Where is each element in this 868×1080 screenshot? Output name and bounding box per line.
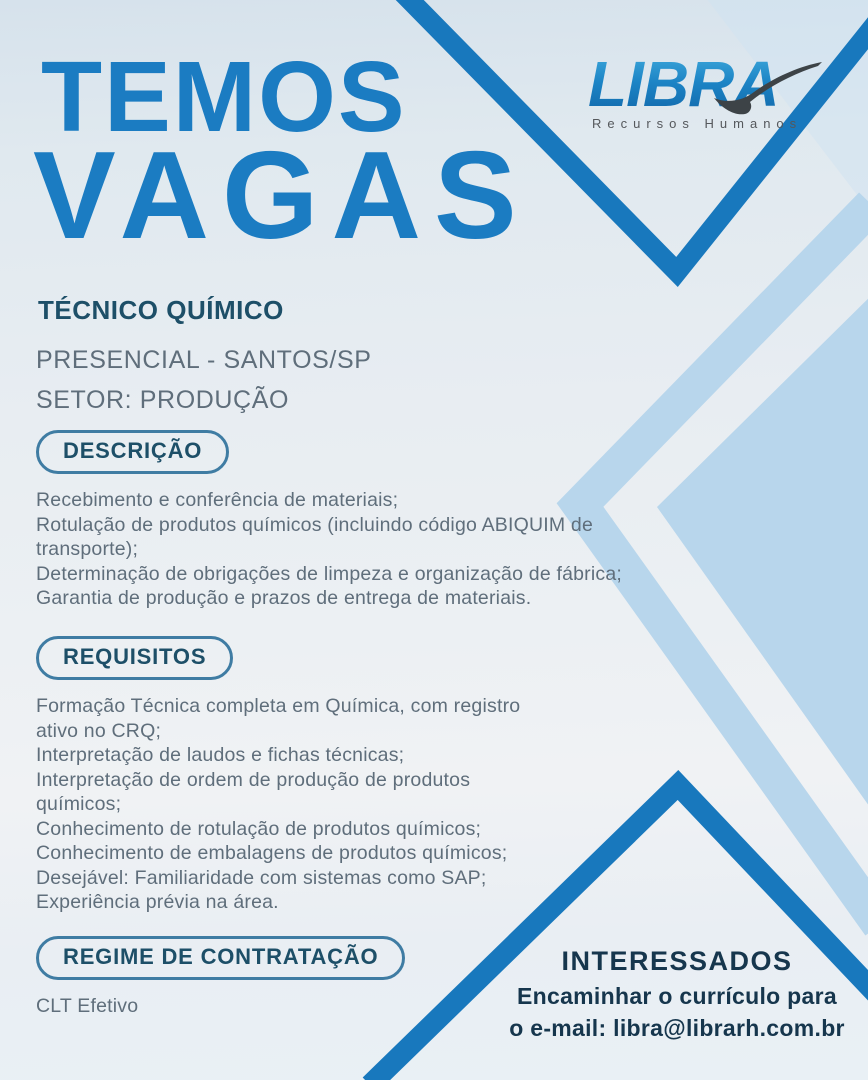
logo-tagline: Recursos Humanos [592,116,803,131]
requirement-line: Interpretação de ordem de produção de produtos [36,768,471,791]
regime-body [36,994,405,1019]
interested-block [477,946,868,1041]
headline [33,41,530,265]
check-swoosh-icon [712,62,824,122]
requirement-line: Interpretação de laudos e fichas técnicas; [36,744,405,766]
interested-instruction: Encaminhar o currículo para [517,983,837,1009]
requirement-line: Conhecimento de embalagens de produtos químicos; [36,842,508,864]
job-mode-location: PRESENCIAL - SANTOS/SP [36,346,372,374]
logo-wordmark: LIBRA [588,56,828,112]
job-sector: SETOR: PRODUÇÃO [36,386,290,414]
headline-line-1: TEMOS [41,41,407,153]
description-line: Rotulação de produtos químicos (incluindo código ABIQUIM de [36,513,594,536]
libra-logo [588,48,828,131]
requirement-line: Conhecimento de rotulação de produtos químicos; [36,817,482,840]
requirement-line: químicos; [36,793,122,815]
section-descricao [36,430,622,611]
description-line: transporte); [36,538,139,560]
description-line: Garantia de produção e prazos de entrega de materiais. [36,587,532,609]
regime-line: CLT Efetivo [36,995,139,1017]
requirement-line: Desejável: Familiaridade com sistemas como SAP; [36,866,487,889]
headline-line-2: VAGAS [33,127,530,265]
requirements-body [36,694,520,915]
job-title: TÉCNICO QUÍMICO [38,295,284,325]
requirement-line: Experiência prévia na área. [36,891,279,913]
requirement-line: ativo no CRQ; [36,719,162,742]
section-regime-contratacao [36,936,405,1019]
interested-email: o e-mail: libra@librarh.com.br [509,1015,845,1041]
section-pill-requisitos: REQUISITOS [36,636,233,680]
section-pill-descricao: DESCRIÇÃO [36,430,229,474]
section-requisitos [36,636,520,915]
description-body [36,488,622,611]
interested-title: INTERESSADOS [561,946,793,976]
section-pill-regime: REGIME DE CONTRATAÇÃO [36,936,405,980]
requirement-line: Formação Técnica completa em Química, com registro [36,695,521,717]
description-line: Determinação de obrigações de limpeza e organização de fábrica; [36,562,623,585]
description-line: Recebimento e conferência de materiais; [36,489,399,511]
